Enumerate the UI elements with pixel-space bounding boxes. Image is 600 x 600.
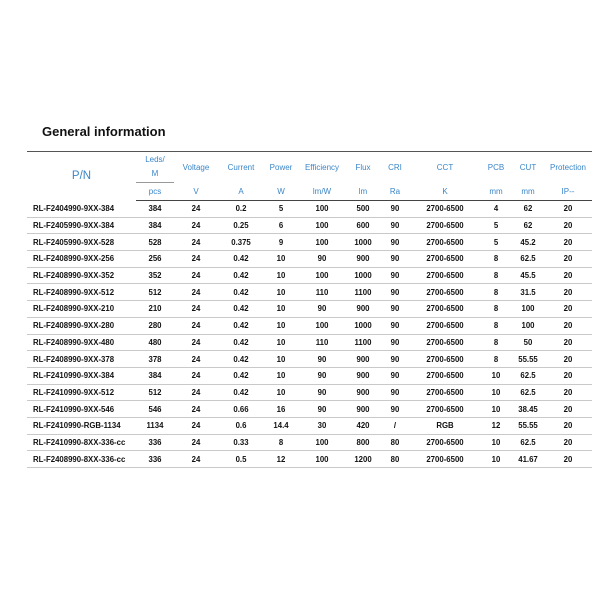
header-cri: CRI xyxy=(380,152,410,183)
cell-part-number: RL-F2410990-RGB-1134 xyxy=(27,417,136,434)
header-leds xyxy=(136,152,174,183)
cell-flux: 900 xyxy=(346,301,380,318)
cell-cct: 2700-6500 xyxy=(410,434,480,451)
table-row xyxy=(27,201,592,218)
cell-cut-length: 38.45 xyxy=(512,401,544,418)
cell-power: 8 xyxy=(264,434,298,451)
cell-leds-per-m: 378 xyxy=(136,351,174,368)
header-pcb: PCB xyxy=(480,152,512,183)
cell-pcb-width: 10 xyxy=(480,401,512,418)
cell-leds-per-m: 528 xyxy=(136,234,174,251)
cell-power: 10 xyxy=(264,267,298,284)
cell-flux: 1000 xyxy=(346,234,380,251)
cell-pcb-width: 8 xyxy=(480,317,512,334)
cell-cct: 2700-6500 xyxy=(410,351,480,368)
cell-part-number: RL-F2408990-9XX-352 xyxy=(27,267,136,284)
cell-power: 5 xyxy=(264,201,298,218)
cell-current: 0.42 xyxy=(218,267,264,284)
cell-efficiency: 30 xyxy=(298,417,346,434)
cell-efficiency: 100 xyxy=(298,267,346,284)
cell-pcb-width: 8 xyxy=(480,351,512,368)
unit-pcb: mm xyxy=(480,183,512,201)
table-row xyxy=(27,401,592,418)
cell-part-number: RL-F2408990-9XX-512 xyxy=(27,284,136,301)
unit-efficiency: lm/W xyxy=(298,183,346,201)
cell-protection: 20 xyxy=(544,201,592,218)
cell-cri: 80 xyxy=(380,434,410,451)
cell-cut-length: 31.5 xyxy=(512,284,544,301)
cell-efficiency: 100 xyxy=(298,451,346,468)
header-efficiency: Efficiency xyxy=(298,152,346,183)
cell-efficiency: 90 xyxy=(298,301,346,318)
cell-part-number: RL-F2410990-8XX-336-cc xyxy=(27,434,136,451)
table-row xyxy=(27,334,592,351)
cell-power: 10 xyxy=(264,351,298,368)
cell-cut-length: 62 xyxy=(512,217,544,234)
cell-protection: 20 xyxy=(544,434,592,451)
header-leds-line1: Leds/ xyxy=(145,155,165,164)
table-row xyxy=(27,234,592,251)
cell-cri: 90 xyxy=(380,334,410,351)
cell-part-number: RL-F2410990-9XX-512 xyxy=(27,384,136,401)
table-row xyxy=(27,451,592,468)
table-row xyxy=(27,317,592,334)
cell-cri: 80 xyxy=(380,451,410,468)
cell-flux: 500 xyxy=(346,201,380,218)
cell-flux: 420 xyxy=(346,417,380,434)
cell-cri: / xyxy=(380,417,410,434)
cell-cct: 2700-6500 xyxy=(410,234,480,251)
cell-current: 0.42 xyxy=(218,317,264,334)
cell-voltage: 24 xyxy=(174,367,218,384)
cell-cut-length: 55.55 xyxy=(512,417,544,434)
cell-power: 10 xyxy=(264,334,298,351)
cell-flux: 900 xyxy=(346,401,380,418)
cell-cri: 90 xyxy=(380,367,410,384)
cell-cri: 90 xyxy=(380,267,410,284)
cell-cri: 90 xyxy=(380,301,410,318)
cell-part-number: RL-F2408990-9XX-256 xyxy=(27,251,136,268)
cell-cut-length: 45.5 xyxy=(512,267,544,284)
cell-power: 9 xyxy=(264,234,298,251)
cell-voltage: 24 xyxy=(174,201,218,218)
header-voltage: Voltage xyxy=(174,152,218,183)
cell-cri: 90 xyxy=(380,251,410,268)
cell-pcb-width: 5 xyxy=(480,217,512,234)
cell-cct: 2700-6500 xyxy=(410,217,480,234)
cell-efficiency: 100 xyxy=(298,434,346,451)
cell-protection: 20 xyxy=(544,451,592,468)
cell-power: 6 xyxy=(264,217,298,234)
header-protection: Protection xyxy=(544,152,592,183)
header-row xyxy=(27,152,592,183)
cell-voltage: 24 xyxy=(174,334,218,351)
cell-protection: 20 xyxy=(544,267,592,284)
cell-cri: 90 xyxy=(380,401,410,418)
cell-current: 0.375 xyxy=(218,234,264,251)
table-row xyxy=(27,217,592,234)
cell-protection: 20 xyxy=(544,317,592,334)
cell-cri: 90 xyxy=(380,284,410,301)
cell-efficiency: 100 xyxy=(298,201,346,218)
cell-flux: 800 xyxy=(346,434,380,451)
cell-efficiency: 90 xyxy=(298,401,346,418)
cell-efficiency: 100 xyxy=(298,317,346,334)
cell-flux: 900 xyxy=(346,251,380,268)
cell-cut-length: 100 xyxy=(512,317,544,334)
table-row xyxy=(27,434,592,451)
table-row xyxy=(27,367,592,384)
cell-flux: 1100 xyxy=(346,334,380,351)
cell-protection: 20 xyxy=(544,234,592,251)
cell-current: 0.42 xyxy=(218,367,264,384)
cell-power: 10 xyxy=(264,251,298,268)
cell-voltage: 24 xyxy=(174,284,218,301)
cell-cct: 2700-6500 xyxy=(410,251,480,268)
cell-cct: 2700-6500 xyxy=(410,451,480,468)
unit-protection: IP-- xyxy=(544,183,592,201)
cell-flux: 1000 xyxy=(346,267,380,284)
header-cct: CCT xyxy=(410,152,480,183)
cell-voltage: 24 xyxy=(174,217,218,234)
cell-cct: 2700-6500 xyxy=(410,401,480,418)
cell-power: 14.4 xyxy=(264,417,298,434)
cell-leds-per-m: 210 xyxy=(136,301,174,318)
cell-leds-per-m: 480 xyxy=(136,334,174,351)
unit-cri: Ra xyxy=(380,183,410,201)
cell-efficiency: 90 xyxy=(298,384,346,401)
cell-cut-length: 41.67 xyxy=(512,451,544,468)
cell-pcb-width: 10 xyxy=(480,367,512,384)
table-row xyxy=(27,301,592,318)
header-pn: P/N xyxy=(27,152,136,201)
cell-cut-length: 100 xyxy=(512,301,544,318)
cell-cct: 2700-6500 xyxy=(410,334,480,351)
unit-flux: lm xyxy=(346,183,380,201)
cell-cct: 2700-6500 xyxy=(410,367,480,384)
cell-protection: 20 xyxy=(544,367,592,384)
cell-leds-per-m: 384 xyxy=(136,201,174,218)
cell-part-number: RL-F2410990-9XX-546 xyxy=(27,401,136,418)
cell-pcb-width: 5 xyxy=(480,234,512,251)
cell-voltage: 24 xyxy=(174,417,218,434)
cell-protection: 20 xyxy=(544,251,592,268)
cell-current: 0.42 xyxy=(218,334,264,351)
cell-cct: 2700-6500 xyxy=(410,267,480,284)
cell-leds-per-m: 336 xyxy=(136,451,174,468)
cell-part-number: RL-F2408990-9XX-480 xyxy=(27,334,136,351)
cell-cut-length: 55.55 xyxy=(512,351,544,368)
cell-efficiency: 100 xyxy=(298,217,346,234)
cell-part-number: RL-F2405990-9XX-528 xyxy=(27,234,136,251)
cell-current: 0.42 xyxy=(218,301,264,318)
cell-pcb-width: 10 xyxy=(480,434,512,451)
cell-efficiency: 100 xyxy=(298,234,346,251)
cell-voltage: 24 xyxy=(174,351,218,368)
cell-pcb-width: 8 xyxy=(480,334,512,351)
cell-pcb-width: 10 xyxy=(480,384,512,401)
cell-leds-per-m: 512 xyxy=(136,384,174,401)
cell-part-number: RL-F2410990-9XX-384 xyxy=(27,367,136,384)
cell-leds-per-m: 1134 xyxy=(136,417,174,434)
cell-voltage: 24 xyxy=(174,401,218,418)
cell-voltage: 24 xyxy=(174,451,218,468)
cell-current: 0.6 xyxy=(218,417,264,434)
cell-part-number: RL-F2408990-9XX-378 xyxy=(27,351,136,368)
cell-leds-per-m: 384 xyxy=(136,217,174,234)
cell-current: 0.5 xyxy=(218,451,264,468)
cell-cri: 90 xyxy=(380,234,410,251)
cell-voltage: 24 xyxy=(174,317,218,334)
cell-power: 10 xyxy=(264,317,298,334)
cell-protection: 20 xyxy=(544,217,592,234)
header-current: Current xyxy=(218,152,264,183)
cell-pcb-width: 8 xyxy=(480,301,512,318)
cell-voltage: 24 xyxy=(174,434,218,451)
cell-part-number: RL-F2404990-9XX-384 xyxy=(27,201,136,218)
cell-leds-per-m: 336 xyxy=(136,434,174,451)
cell-leds-per-m: 512 xyxy=(136,284,174,301)
cell-voltage: 24 xyxy=(174,251,218,268)
cell-cri: 90 xyxy=(380,317,410,334)
cell-cct: 2700-6500 xyxy=(410,317,480,334)
table-row xyxy=(27,284,592,301)
unit-leds: pcs xyxy=(136,183,174,201)
cell-flux: 900 xyxy=(346,351,380,368)
header-leds-line2: M xyxy=(151,169,159,178)
cell-protection: 20 xyxy=(544,401,592,418)
table-row xyxy=(27,267,592,284)
cell-current: 0.66 xyxy=(218,401,264,418)
cell-cct: 2700-6500 xyxy=(410,384,480,401)
cell-flux: 600 xyxy=(346,217,380,234)
cell-pcb-width: 8 xyxy=(480,251,512,268)
cell-power: 10 xyxy=(264,367,298,384)
cell-cut-length: 62.5 xyxy=(512,367,544,384)
cell-voltage: 24 xyxy=(174,301,218,318)
cell-flux: 1000 xyxy=(346,317,380,334)
cell-current: 0.25 xyxy=(218,217,264,234)
cell-cct: 2700-6500 xyxy=(410,301,480,318)
cell-cut-length: 50 xyxy=(512,334,544,351)
header-cut: CUT xyxy=(512,152,544,183)
cell-flux: 1100 xyxy=(346,284,380,301)
cell-protection: 20 xyxy=(544,284,592,301)
cell-cut-length: 62.5 xyxy=(512,384,544,401)
cell-cri: 90 xyxy=(380,201,410,218)
cell-voltage: 24 xyxy=(174,267,218,284)
cell-cri: 90 xyxy=(380,351,410,368)
cell-cut-length: 62 xyxy=(512,201,544,218)
cell-cri: 90 xyxy=(380,217,410,234)
cell-pcb-width: 12 xyxy=(480,417,512,434)
cell-current: 0.42 xyxy=(218,251,264,268)
cell-pcb-width: 10 xyxy=(480,451,512,468)
cell-efficiency: 90 xyxy=(298,251,346,268)
cell-leds-per-m: 352 xyxy=(136,267,174,284)
cell-pcb-width: 8 xyxy=(480,284,512,301)
cell-power: 10 xyxy=(264,384,298,401)
section-title: General information xyxy=(42,124,166,139)
cell-part-number: RL-F2408990-9XX-280 xyxy=(27,317,136,334)
cell-efficiency: 110 xyxy=(298,334,346,351)
cell-power: 16 xyxy=(264,401,298,418)
cell-cut-length: 62.5 xyxy=(512,434,544,451)
cell-cct: 2700-6500 xyxy=(410,201,480,218)
cell-power: 10 xyxy=(264,301,298,318)
spec-table xyxy=(27,151,592,468)
cell-leds-per-m: 256 xyxy=(136,251,174,268)
cell-leds-per-m: 384 xyxy=(136,367,174,384)
cell-part-number: RL-F2408990-8XX-336-cc xyxy=(27,451,136,468)
table-row xyxy=(27,384,592,401)
cell-cct: 2700-6500 xyxy=(410,284,480,301)
table-body xyxy=(27,201,592,468)
cell-cut-length: 62.5 xyxy=(512,251,544,268)
cell-cut-length: 45.2 xyxy=(512,234,544,251)
cell-current: 0.2 xyxy=(218,201,264,218)
cell-efficiency: 110 xyxy=(298,284,346,301)
cell-voltage: 24 xyxy=(174,234,218,251)
cell-current: 0.42 xyxy=(218,284,264,301)
cell-current: 0.42 xyxy=(218,384,264,401)
cell-pcb-width: 8 xyxy=(480,267,512,284)
cell-current: 0.42 xyxy=(218,351,264,368)
cell-power: 12 xyxy=(264,451,298,468)
unit-cct: K xyxy=(410,183,480,201)
cell-pcb-width: 4 xyxy=(480,201,512,218)
header-power: Power xyxy=(264,152,298,183)
cell-efficiency: 90 xyxy=(298,351,346,368)
header-flux: Flux xyxy=(346,152,380,183)
unit-cut: mm xyxy=(512,183,544,201)
table-row xyxy=(27,251,592,268)
cell-flux: 900 xyxy=(346,367,380,384)
cell-protection: 20 xyxy=(544,301,592,318)
cell-protection: 20 xyxy=(544,417,592,434)
cell-leds-per-m: 280 xyxy=(136,317,174,334)
cell-flux: 900 xyxy=(346,384,380,401)
cell-voltage: 24 xyxy=(174,384,218,401)
unit-voltage: V xyxy=(174,183,218,201)
table-row xyxy=(27,417,592,434)
cell-cct: RGB xyxy=(410,417,480,434)
cell-flux: 1200 xyxy=(346,451,380,468)
cell-efficiency: 90 xyxy=(298,367,346,384)
cell-protection: 20 xyxy=(544,334,592,351)
table-row xyxy=(27,351,592,368)
cell-protection: 20 xyxy=(544,351,592,368)
cell-cri: 90 xyxy=(380,384,410,401)
cell-current: 0.33 xyxy=(218,434,264,451)
cell-part-number: RL-F2405990-9XX-384 xyxy=(27,217,136,234)
cell-power: 10 xyxy=(264,284,298,301)
cell-protection: 20 xyxy=(544,384,592,401)
unit-power: W xyxy=(264,183,298,201)
cell-leds-per-m: 546 xyxy=(136,401,174,418)
cell-part-number: RL-F2408990-9XX-210 xyxy=(27,301,136,318)
unit-current: A xyxy=(218,183,264,201)
